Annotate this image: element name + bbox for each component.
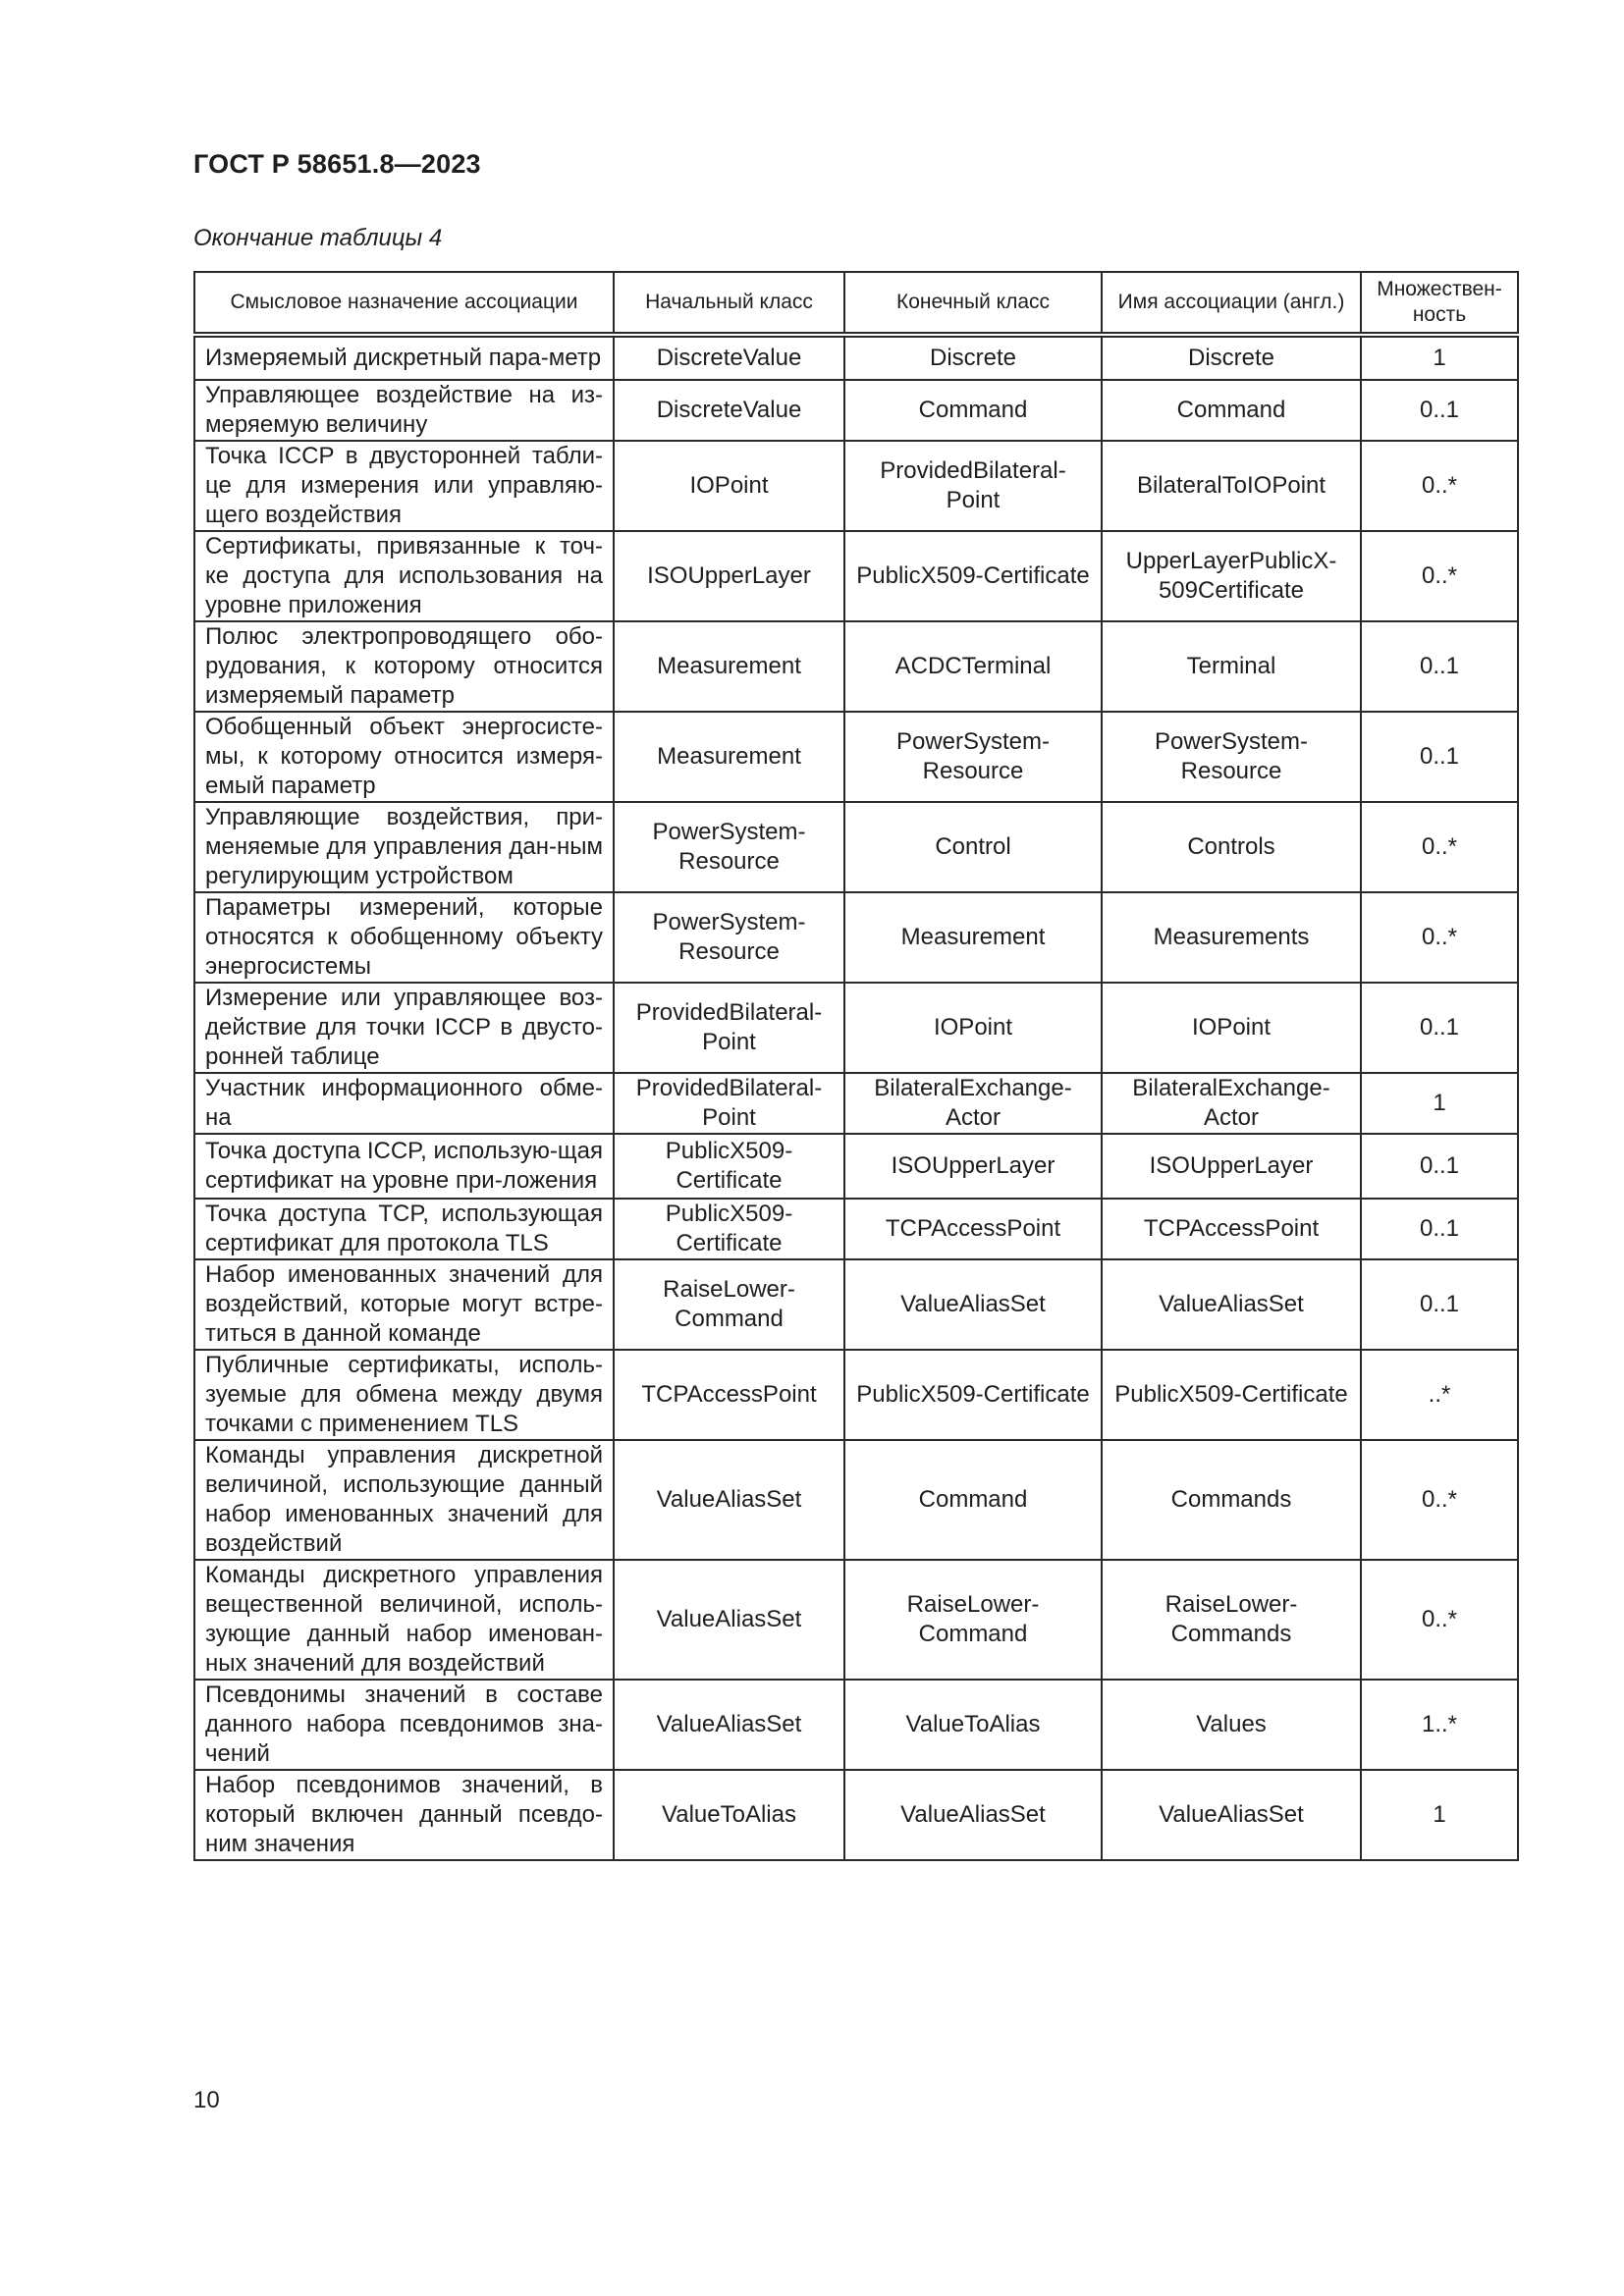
cell-multiplicity: 0..1: [1361, 983, 1518, 1073]
cell-association-name: Commands: [1102, 1440, 1361, 1560]
cell-association-name: UpperLayerPublicX-509Certificate: [1102, 531, 1361, 621]
page-number: 10: [193, 2087, 220, 2113]
cell-multiplicity: 0..*: [1361, 1440, 1518, 1560]
cell-association-name: PowerSystem-Resource: [1102, 712, 1361, 802]
cell-meaning: Команды дискретного управления вещественной величиной, исполь-зующие данный набор именован-ных значений для воздействий: [194, 1560, 614, 1680]
cell-start-class: PublicX509-Certificate: [614, 1199, 844, 1259]
cell-association-name: ValueAliasSet: [1102, 1259, 1361, 1350]
cell-association-name: TCPAccessPoint: [1102, 1199, 1361, 1259]
table-row: [194, 1680, 1518, 1770]
cell-multiplicity: ..*: [1361, 1350, 1518, 1440]
cell-association-name: Terminal: [1102, 621, 1361, 712]
cell-end-class: Discrete: [844, 335, 1102, 380]
cell-multiplicity: 0..1: [1361, 1134, 1518, 1199]
table-row: [194, 712, 1518, 802]
cell-start-class: Measurement: [614, 621, 844, 712]
cell-meaning: Точка доступа TCP, использующая сертификат для протокола TLS: [194, 1199, 614, 1259]
table-row: [194, 1073, 1518, 1134]
cell-end-class: IOPoint: [844, 983, 1102, 1073]
table-row: [194, 335, 1518, 380]
column-header-end-class: Конечный класс: [844, 272, 1102, 335]
cell-meaning: Управляющие воздействия, при-меняемые для управления дан-ным регулирующим устройством: [194, 802, 614, 892]
cell-association-name: ISOUpperLayer: [1102, 1134, 1361, 1199]
cell-end-class: TCPAccessPoint: [844, 1199, 1102, 1259]
column-header-meaning: Смысловое назначение ассоциации: [194, 272, 614, 335]
cell-meaning: Измерение или управляющее воз-действие для точки ICCP в двусто-ронней таблице: [194, 983, 614, 1073]
cell-start-class: PowerSystem-Resource: [614, 802, 844, 892]
cell-meaning: Измеряемый дискретный пара-метр: [194, 335, 614, 380]
cell-start-class: ValueAliasSet: [614, 1440, 844, 1560]
cell-meaning: Набор именованных значений для воздействий, которые могут встре-титься в данной команде: [194, 1259, 614, 1350]
cell-start-class: RaiseLower-Command: [614, 1259, 844, 1350]
cell-meaning: Параметры измерений, которые относятся к обобщенному объекту энергосистемы: [194, 892, 614, 983]
cell-start-class: DiscreteValue: [614, 335, 844, 380]
cell-end-class: PublicX509-Certificate: [844, 1350, 1102, 1440]
cell-meaning: Обобщенный объект энергосисте-мы, к которому относится измеря-емый параметр: [194, 712, 614, 802]
cell-end-class: Control: [844, 802, 1102, 892]
column-header-association-name: Имя ассоциации (англ.): [1102, 272, 1361, 335]
cell-multiplicity: 1..*: [1361, 1680, 1518, 1770]
cell-multiplicity: 0..*: [1361, 1560, 1518, 1680]
cell-association-name: Controls: [1102, 802, 1361, 892]
table-header-row: [194, 272, 1518, 335]
table-row: [194, 1199, 1518, 1259]
table-row: [194, 1259, 1518, 1350]
table-row: [194, 983, 1518, 1073]
cell-end-class: ProvidedBilateral-Point: [844, 441, 1102, 531]
association-table: [193, 271, 1519, 1861]
cell-association-name: RaiseLower-Commands: [1102, 1560, 1361, 1680]
cell-association-name: BilateralToIOPoint: [1102, 441, 1361, 531]
table-row: [194, 1440, 1518, 1560]
cell-end-class: Command: [844, 380, 1102, 441]
cell-end-class: ValueAliasSet: [844, 1259, 1102, 1350]
table-row: [194, 621, 1518, 712]
cell-start-class: ValueAliasSet: [614, 1560, 844, 1680]
cell-meaning: Полюс электропроводящего обо-рудования, к которому относится измеряемый параметр: [194, 621, 614, 712]
cell-association-name: PublicX509-Certificate: [1102, 1350, 1361, 1440]
cell-end-class: PowerSystem-Resource: [844, 712, 1102, 802]
cell-start-class: IOPoint: [614, 441, 844, 531]
cell-meaning: Точка ICCP в двусторонней табли-це для измерения или управляю-щего воздействия: [194, 441, 614, 531]
cell-multiplicity: 0..*: [1361, 441, 1518, 531]
cell-start-class: ProvidedBilateral-Point: [614, 983, 844, 1073]
cell-end-class: Command: [844, 1440, 1102, 1560]
cell-meaning: Управляющее воздействие на из-меряемую величину: [194, 380, 614, 441]
cell-association-name: Measurements: [1102, 892, 1361, 983]
cell-start-class: ValueToAlias: [614, 1770, 844, 1860]
cell-multiplicity: 0..*: [1361, 802, 1518, 892]
cell-end-class: ISOUpperLayer: [844, 1134, 1102, 1199]
table-row: [194, 892, 1518, 983]
column-header-start-class: Начальный класс: [614, 272, 844, 335]
cell-end-class: BilateralExchange-Actor: [844, 1073, 1102, 1134]
document-header: ГОСТ Р 58651.8—2023: [193, 149, 481, 179]
cell-multiplicity: 0..1: [1361, 712, 1518, 802]
cell-end-class: ValueAliasSet: [844, 1770, 1102, 1860]
cell-meaning: Сертификаты, привязанные к точ-ке доступа для использования на уровне приложения: [194, 531, 614, 621]
cell-association-name: Command: [1102, 380, 1361, 441]
table-row: [194, 1350, 1518, 1440]
table-row: [194, 531, 1518, 621]
cell-start-class: ISOUpperLayer: [614, 531, 844, 621]
cell-start-class: TCPAccessPoint: [614, 1350, 844, 1440]
table-row: [194, 802, 1518, 892]
cell-start-class: DiscreteValue: [614, 380, 844, 441]
cell-multiplicity: 1: [1361, 1073, 1518, 1134]
cell-multiplicity: 0..1: [1361, 1259, 1518, 1350]
table-caption: Окончание таблицы 4: [193, 225, 443, 251]
table-row: [194, 380, 1518, 441]
table-row: [194, 1134, 1518, 1199]
cell-start-class: ProvidedBilateral-Point: [614, 1073, 844, 1134]
cell-start-class: PowerSystem-Resource: [614, 892, 844, 983]
cell-start-class: ValueAliasSet: [614, 1680, 844, 1770]
cell-association-name: IOPoint: [1102, 983, 1361, 1073]
cell-association-name: BilateralExchange-Actor: [1102, 1073, 1361, 1134]
cell-association-name: Values: [1102, 1680, 1361, 1770]
table-row: [194, 441, 1518, 531]
cell-meaning: Участник информационного обме-на: [194, 1073, 614, 1134]
cell-association-name: Discrete: [1102, 335, 1361, 380]
cell-meaning: Набор псевдонимов значений, в который включен данный псевдо-ним значения: [194, 1770, 614, 1860]
column-header-multiplicity: Множествен-ность: [1361, 272, 1518, 335]
cell-end-class: Measurement: [844, 892, 1102, 983]
cell-end-class: ACDCTerminal: [844, 621, 1102, 712]
cell-end-class: PublicX509-Certificate: [844, 531, 1102, 621]
cell-start-class: PublicX509-Certificate: [614, 1134, 844, 1199]
cell-meaning: Публичные сертификаты, исполь-зуемые для обмена между двумя точками с применением TLS: [194, 1350, 614, 1440]
cell-multiplicity: 0..1: [1361, 621, 1518, 712]
cell-meaning: Команды управления дискретной величиной, использующие данный набор именованных значений для воздействий: [194, 1440, 614, 1560]
cell-end-class: RaiseLower-Command: [844, 1560, 1102, 1680]
table-row: [194, 1770, 1518, 1860]
cell-multiplicity: 1: [1361, 335, 1518, 380]
cell-multiplicity: 0..*: [1361, 531, 1518, 621]
cell-association-name: ValueAliasSet: [1102, 1770, 1361, 1860]
cell-meaning: Псевдонимы значений в составе данного набора псевдонимов зна-чений: [194, 1680, 614, 1770]
cell-multiplicity: 0..1: [1361, 1199, 1518, 1259]
cell-multiplicity: 0..*: [1361, 892, 1518, 983]
table-row: [194, 1560, 1518, 1680]
cell-start-class: Measurement: [614, 712, 844, 802]
table-body: [194, 335, 1518, 1860]
cell-meaning: Точка доступа ICCP, использую-щая сертификат на уровне при-ложения: [194, 1134, 614, 1199]
cell-multiplicity: 0..1: [1361, 380, 1518, 441]
cell-multiplicity: 1: [1361, 1770, 1518, 1860]
cell-end-class: ValueToAlias: [844, 1680, 1102, 1770]
